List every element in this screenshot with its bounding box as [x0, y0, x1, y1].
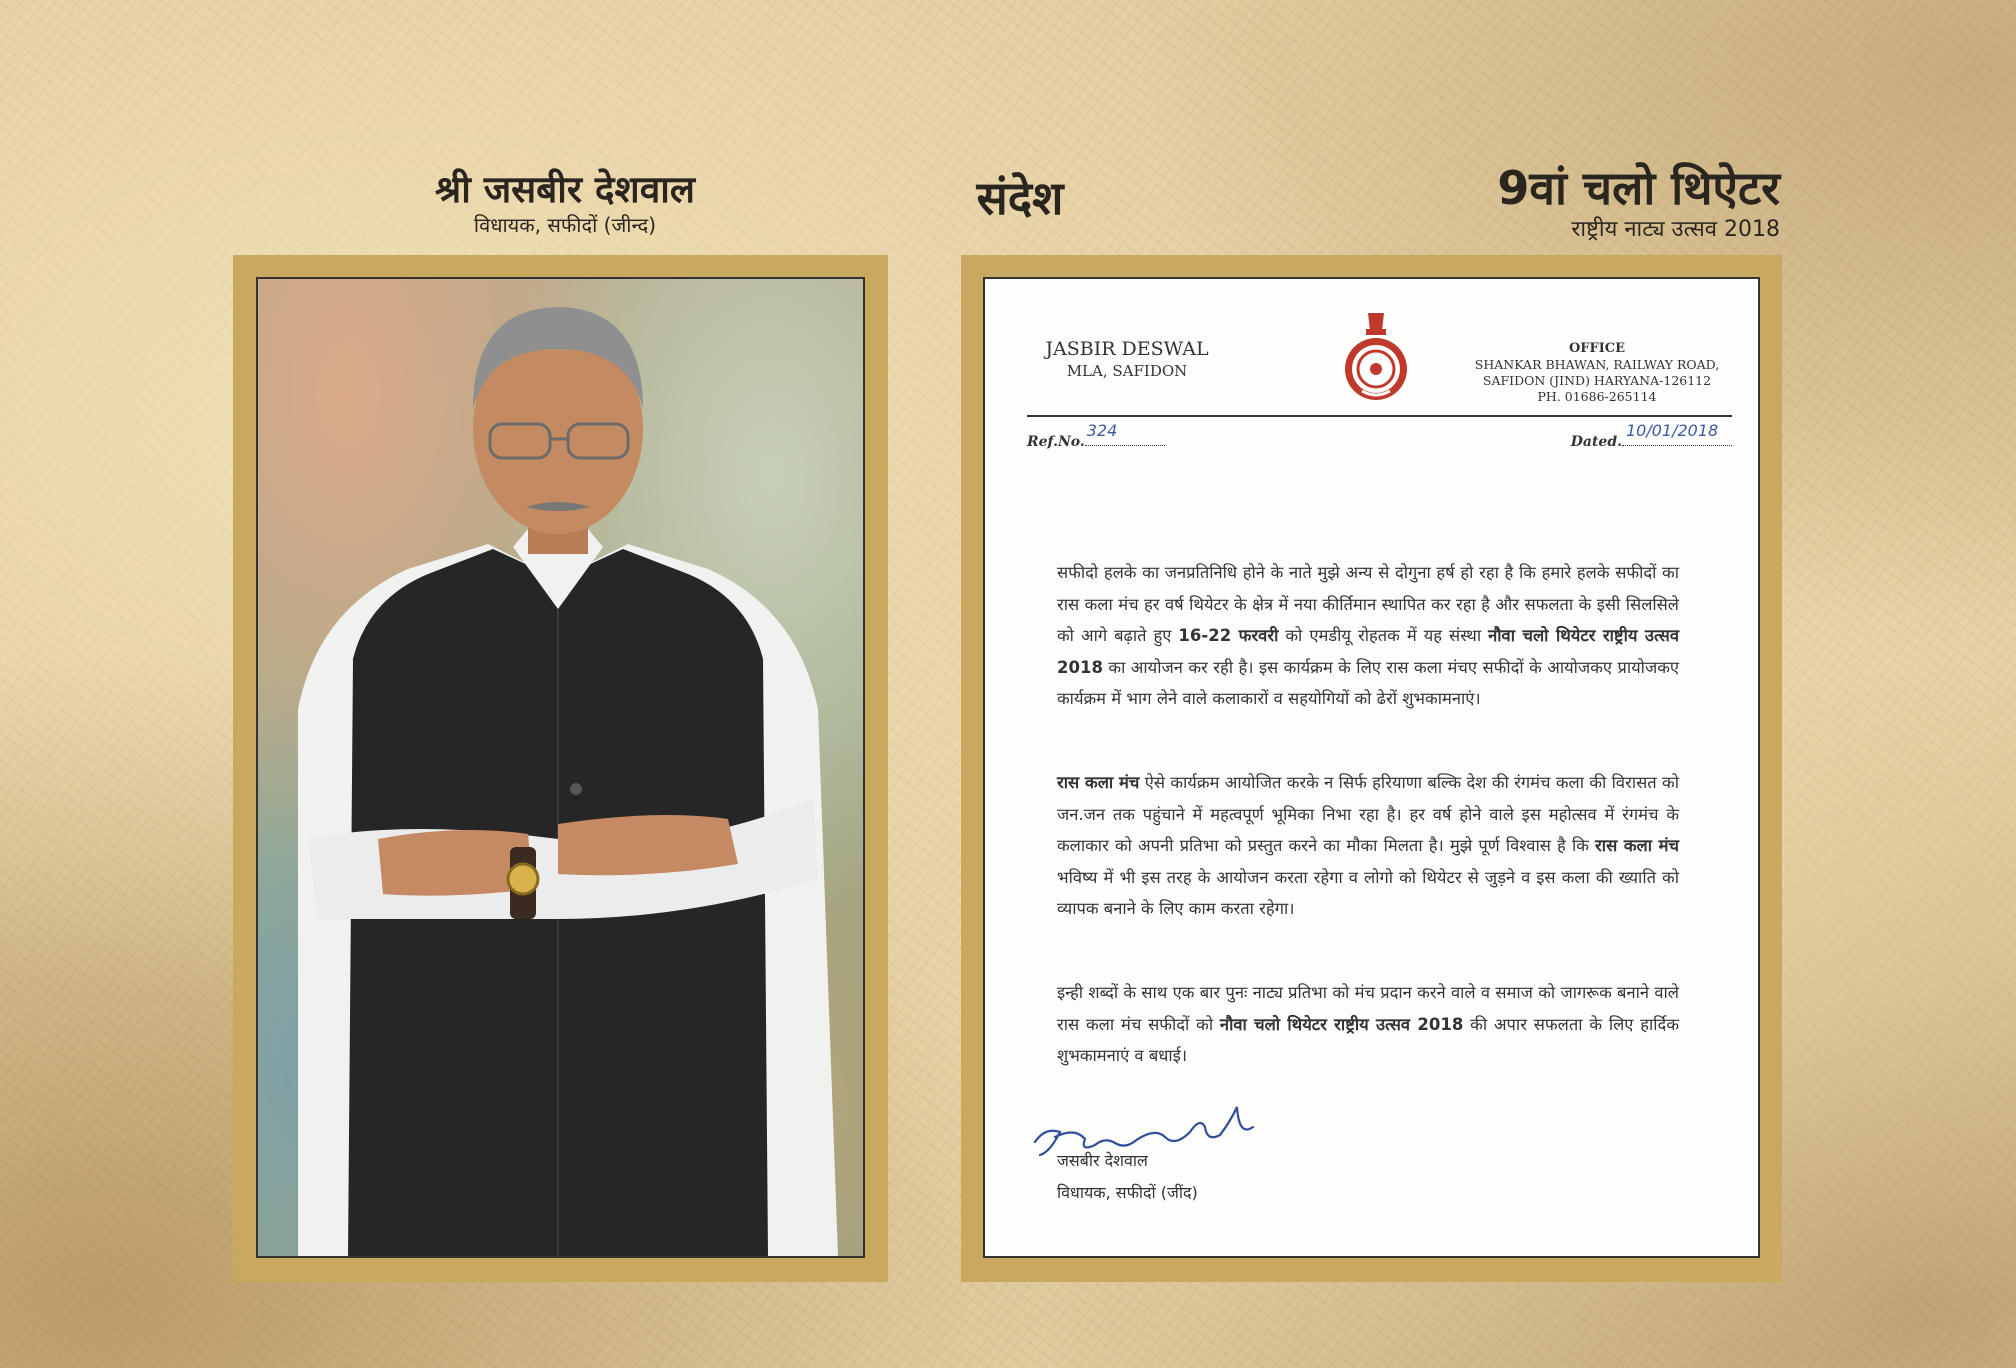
letterhead-office: [1462, 341, 1732, 405]
p2-org-name: रास कला मंच: [1057, 773, 1140, 792]
dated-label: Dated.: [1570, 434, 1622, 450]
p3-text-a: इन्ही शब्दों के साथ एक बार पुनः नाट्य प्रतिभा को मंच प्रदान करने वाले व समाज को जागरूक बनाने वाले रास कला मंच सफीदों को: [1057, 983, 1679, 1034]
photo-frame: [233, 255, 888, 1282]
header-person: [330, 168, 800, 238]
portrait-illustration: [258, 279, 863, 1256]
office-address-line2: SAFIDON (JIND) HARYANA-126112: [1482, 373, 1712, 388]
dated: [1570, 421, 1732, 450]
p1-text-a: सफीदो हलके का जनप्रतिनिधि होने के नाते मुझे अन्य से दोगुना हर्ष हो रहा है कि हमारे हलके सफीदों का रास कला मंच हर वर्ष थियेटर के क्षेत्र में नया कीर्तिमान स्थापित कर रहा है और सफलता के इसी सिलसिले को आगे बढ़ाते हुए: [1057, 563, 1679, 645]
header-festival-subtitle: राष्ट्रीय नाट्य उत्सव 2018: [1571, 217, 1780, 242]
header-message-title: संदेश: [976, 171, 1064, 225]
office-address-line1: SHANKAR BHAWAN, RAILWAY ROAD,: [1474, 357, 1720, 372]
header-person-title: विधायक, सफीदों (जीन्द): [473, 213, 657, 237]
ref-value: 324: [1086, 421, 1118, 440]
letterhead-role: MLA, SAFIDON: [1066, 362, 1188, 380]
signatory-role: विधायक, सफीदों (जींद): [1057, 1183, 1198, 1202]
header-festival: [1260, 160, 1780, 244]
letterhead-name: JASBIR DESWAL: [1045, 338, 1209, 360]
ref-number: [1027, 421, 1165, 450]
ref-label: Ref.No.: [1027, 434, 1085, 450]
p1-dates: 16-22 फरवरी: [1178, 626, 1279, 645]
p2-org-name-2: रास कला मंच: [1595, 836, 1679, 855]
p1-text-e: का आयोजन कर रही है। इस कार्यक्रम के लिए रास कला मंचए सफीदों के आयोजकए प्रायोजकए कार्यक्रम में भाग लेने वाले कलाकारों व सहयोगियों को ढेरों शुभकामनाएं।: [1057, 657, 1679, 708]
dated-value: 10/01/2018: [1626, 421, 1719, 440]
p2-text-d: भविष्य में भी इस तरह के आयोजन करता रहेगा व लोगो को थियेटर से जुड़ने व इस कला की ख्याति को व्यापक बनाने के लिए काम करता रहेगा।: [1057, 867, 1679, 918]
p3-text-c: की अपार सफलता के लिए हार्दिक शुभकामनाएं व बधाई।: [1057, 1014, 1679, 1065]
signatory-name: जसबीर देशवाल: [1057, 1151, 1148, 1170]
p3-festival-name: नौवा चलो थियेटर राष्ट्रीय उत्सव 2018: [1219, 1014, 1464, 1034]
office-phone: PH. 01686-265114: [1537, 389, 1657, 404]
office-label: OFFICE: [1568, 341, 1626, 356]
p2-text-b: ऐसे कार्यक्रम आयोजित करके न सिर्फ हरियाणा बल्कि देश की रंगमंच कला की विरासत को जन.जन तक पहुंचाने में महत्वपूर्ण भूमिका निभा रहा है। हर वर्ष होने वाले इस महोत्सव में रंगमंच के कलाकार को अपनी प्रतिभा को प्रस्तुत करने का मौका मिलता है। मुझे पूर्ण विश्वास है कि: [1057, 773, 1679, 855]
letter-paragraph-2: [1057, 767, 1679, 925]
letter-paragraph-3: [1057, 977, 1679, 1072]
haryana-emblem-icon: [1340, 309, 1412, 403]
portrait-photo: [256, 277, 865, 1258]
header-person-name: श्री जसबीर देशवाल: [435, 168, 695, 211]
letterhead-divider: [1027, 415, 1732, 417]
letterhead-sender: [1027, 337, 1227, 381]
header-festival-title: 9वां चलो थिऐटर: [1497, 161, 1780, 215]
letter-frame: [961, 255, 1782, 1282]
letter-page: [983, 277, 1760, 1258]
p1-text-c: को एमडीयू रोहतक में यह संस्था: [1278, 626, 1489, 645]
p1-festival-name: नौवा चलो थियेटर राष्ट्रीय उत्सव 2018: [1057, 626, 1680, 677]
letter-paragraph-1: [1057, 557, 1679, 715]
